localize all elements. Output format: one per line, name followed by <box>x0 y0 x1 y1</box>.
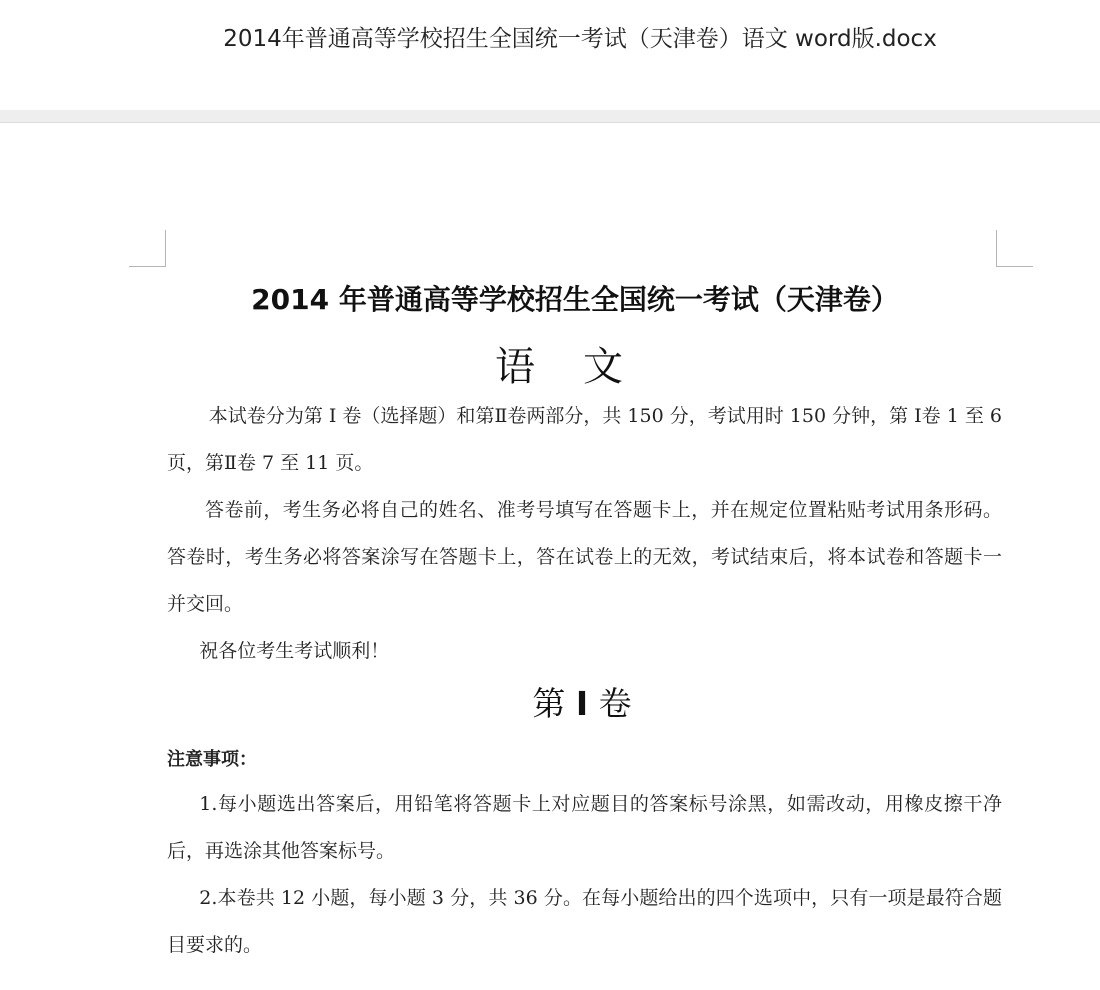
title-bar <box>0 0 1100 110</box>
window-title: 2014年普通高等学校招生全国统一考试（天津卷）语文 word版.docx <box>223 26 937 52</box>
notes-heading: 注意事项： <box>167 749 257 770</box>
subject-title: 语文 <box>495 344 671 390</box>
wish-paragraph: 祝各位考生考试顺利！ <box>199 640 390 662</box>
toolbar-divider <box>0 110 1100 122</box>
note-item: 2.本卷共 12 小题，每小题 3 分，共 36 分。在每小题给出的四个选项中，只有一项是最符合题目要求的。 <box>167 887 1002 956</box>
intro-paragraph: 答卷前，考生务必将自己的姓名、准考号填写在答题卡上，并在规定位置粘贴考试用条形码。答卷时，考生务必将答案涂写在答题卡上，答在试卷上的无效，考试结束后，将本试卷和答题卡一并交回。 <box>167 499 1002 615</box>
note-item: 1.每小题选出答案后，用铅笔将答题卡上对应题目的答案标号涂黑，如需改动，用橡皮擦干净后，再选涂其他答案标号。 <box>167 793 1002 862</box>
intro-paragraph: 本试卷分为第 I 卷（选择题）和第Ⅱ卷两部分，共 150 分，考试用时 150 分钟，第 Ⅰ卷 1 至 6 页，第Ⅱ卷 7 至 11 页。 <box>167 405 1002 474</box>
section-title-prefix: 第 <box>532 684 566 723</box>
margin-corner-mark-left <box>129 230 166 267</box>
document-heading: 2014 年普通高等学校招生全国统一考试（天津卷） <box>251 283 899 316</box>
document-page <box>0 123 1100 990</box>
notes-section <box>167 781 1002 969</box>
intro-section <box>167 393 1002 675</box>
margin-corner-mark-right <box>996 230 1033 267</box>
section-title-suffix: 卷 <box>598 684 632 723</box>
section-title <box>0 678 1100 725</box>
section-title-roman: I <box>575 684 589 723</box>
